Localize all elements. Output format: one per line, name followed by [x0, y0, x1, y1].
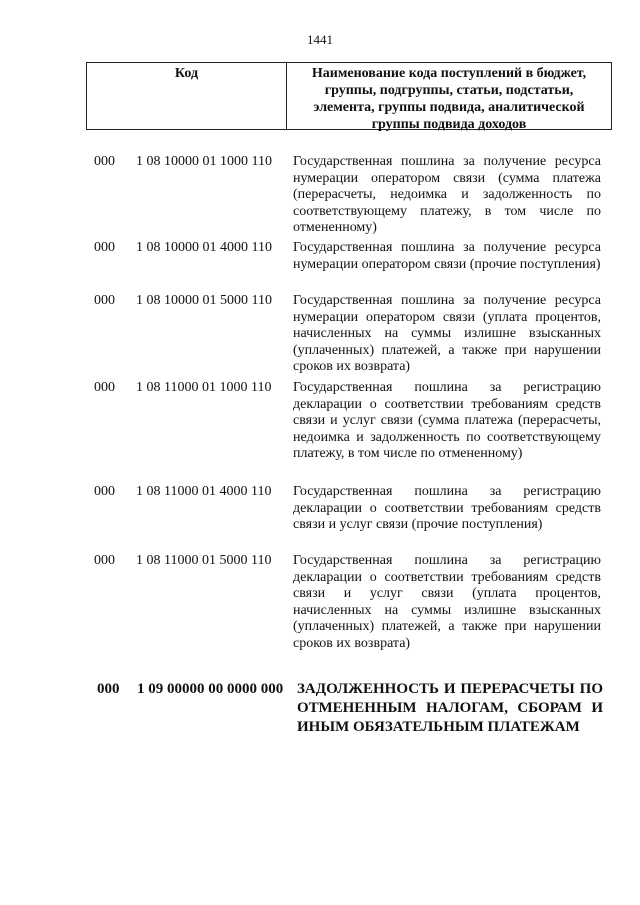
revenue-description: Государственная пошлина за регистрацию декларации о соответствии требованиям средств связи и услуг связи (прочие поступления): [293, 484, 601, 533]
revenue-description: Государственная пошлина за получение ресурса нумерации оператором связи (уплата процентов, начисленных на суммы излишне взысканных (уплаченных) платежей, а также при нарушении сроков их возврата): [293, 293, 601, 375]
admin-code: 000: [97, 681, 120, 697]
revenue-code: 1 09 00000 00 0000 000: [137, 681, 284, 697]
revenue-code: 1 08 10000 01 1000 110: [136, 154, 272, 169]
revenue-code: 1 08 11000 01 4000 110: [136, 484, 272, 499]
header-name-column: Наименование кода поступлений в бюджет, группы, подгруппы, статьи, подстатьи, элемента, группы подвида, аналитической группы подвида доходов: [311, 66, 587, 132]
table-header: [86, 62, 612, 130]
revenue-description: ЗАДОЛЖЕННОСТЬ И ПЕРЕРАСЧЕТЫ ПО ОТМЕНЕННЫМ НАЛОГАМ, СБОРАМ И ИНЫМ ОБЯЗАТЕЛЬНЫМ ПЛАТЕЖАМ: [297, 681, 603, 735]
revenue-code: 1 08 10000 01 5000 110: [136, 293, 272, 308]
revenue-code: 1 08 11000 01 1000 110: [136, 380, 272, 395]
header-code-column: Код: [87, 63, 287, 129]
admin-code: 000: [94, 553, 115, 568]
admin-code: 000: [94, 484, 115, 499]
admin-code: 000: [94, 293, 115, 308]
revenue-description: Государственная пошлина за получение ресурса нумерации оператором связи (сумма платежа (перерасчеты, недоимка и задолженность по соответствующему платежу, в том числе по отмененному): [293, 154, 601, 236]
admin-code: 000: [94, 154, 115, 169]
admin-code: 000: [94, 240, 115, 255]
revenue-description: Государственная пошлина за регистрацию декларации о соответствии требованиям средств связи и услуг связи (уплата процентов, начисленных на суммы излишне взысканных (уплаченных) платежей, а также при нарушении сроков их возврата): [293, 553, 601, 651]
revenue-description: Государственная пошлина за регистрацию декларации о соответствии требованиям средств связи и услуг связи (сумма платежа (перерасчеты, недоимка и задолженность по соответствующему платежу, в том числе по отмененному): [293, 380, 601, 462]
revenue-code: 1 08 10000 01 4000 110: [136, 240, 272, 255]
revenue-description: Государственная пошлина за получение ресурса нумерации оператором связи (прочие поступления): [293, 240, 601, 272]
page-number: 1441: [307, 32, 333, 47]
revenue-code: 1 08 11000 01 5000 110: [136, 553, 272, 568]
admin-code: 000: [94, 380, 115, 395]
